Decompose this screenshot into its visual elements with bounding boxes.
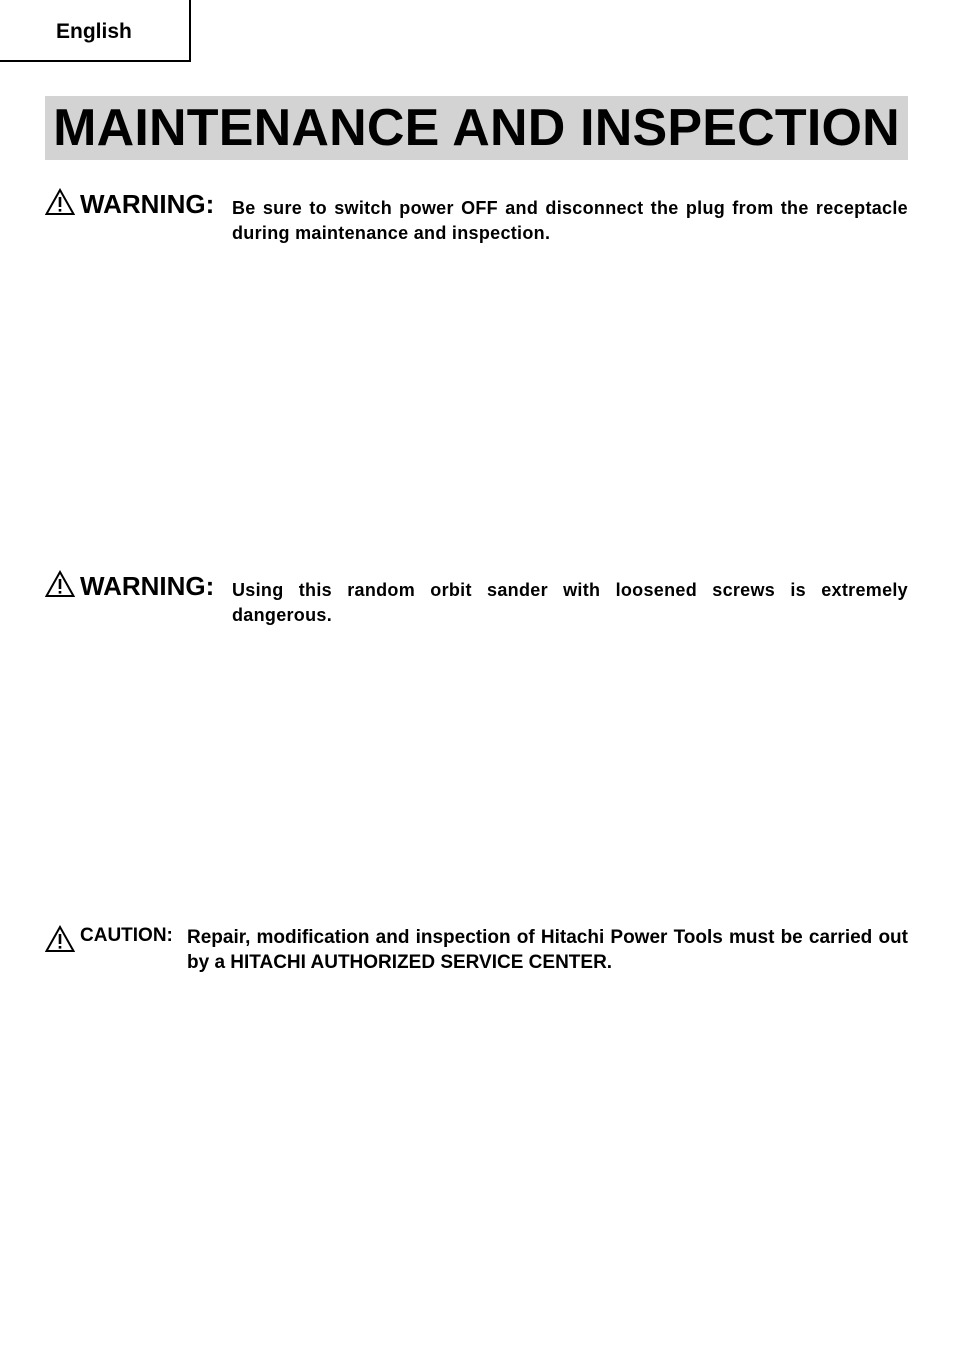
warning-text: Using this random orbit sander with loosened screws is extremely dangerous. (232, 580, 908, 625)
caution-label: CAUTION: (80, 925, 173, 946)
language-label: English (56, 20, 132, 43)
section-title-bar (45, 96, 908, 160)
warning-text: Be sure to switch power OFF and disconnect the plug from the receptacle during maintenance and inspection. (232, 198, 908, 243)
warning-triangle-icon (45, 570, 75, 598)
caution-text: Repair, modification and inspection of Hitachi Power Tools must be carried out by a HITACHI AUTHORIZED SERVICE CENTER. (187, 927, 908, 973)
warning-triangle-icon (45, 925, 75, 953)
language-tab (0, 0, 191, 62)
page-title: MAINTENANCE AND INSPECTION (53, 99, 900, 157)
warning-label: WARNING: (80, 189, 215, 219)
warning-label: WARNING: (80, 571, 215, 601)
warning-triangle-icon (45, 188, 75, 216)
